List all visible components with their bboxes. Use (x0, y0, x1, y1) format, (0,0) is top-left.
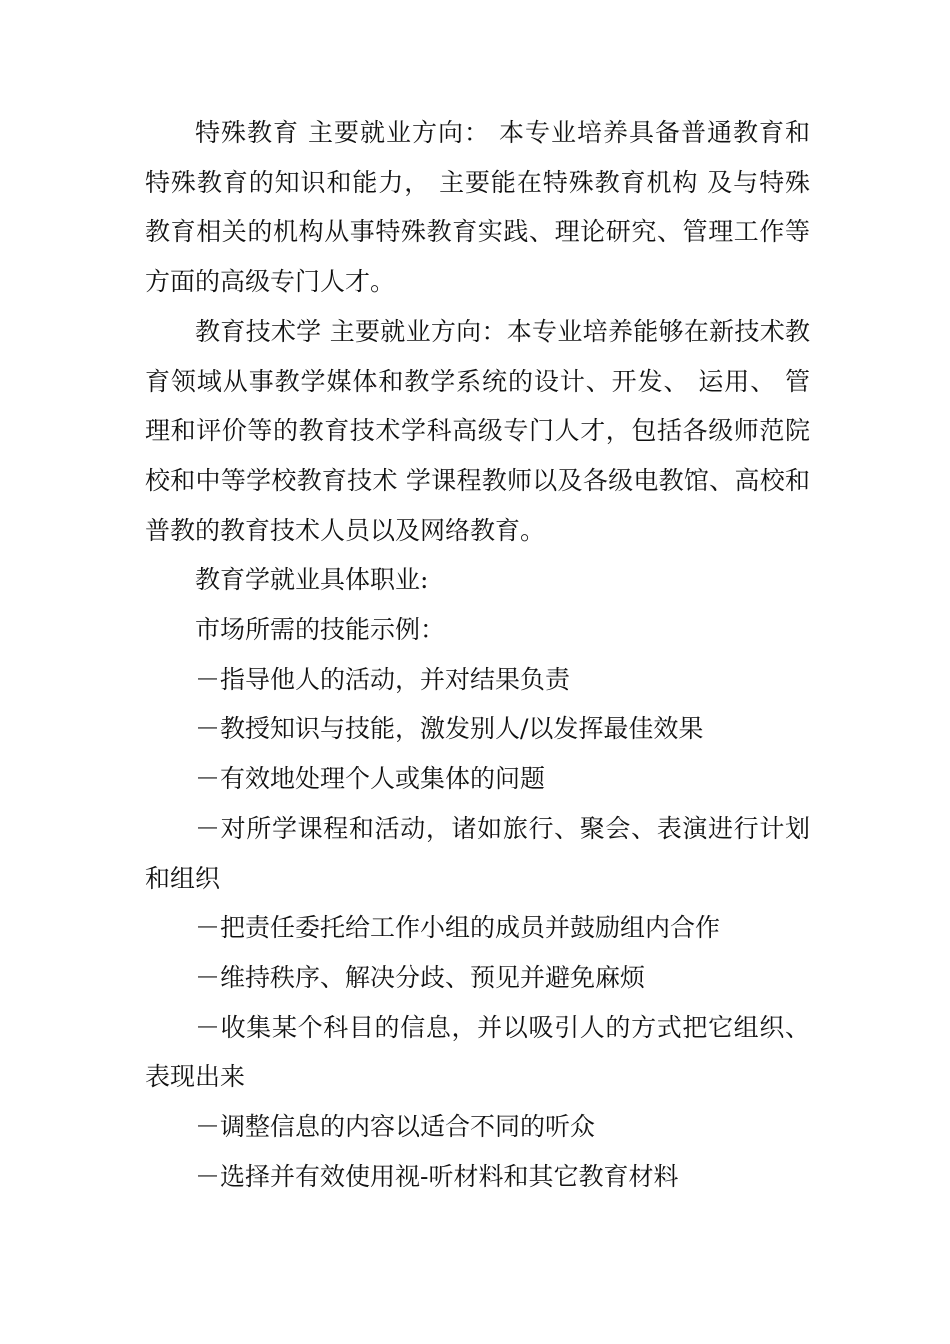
skill-item: －选择并有效使用视-听材料和其它教育材料 (195, 1161, 679, 1191)
skill-item: －收集某个科目的信息，并以吸引人的方式把它组织、表现出来 (145, 1012, 810, 1092)
paragraph-skills-heading: 市场所需的技能示例： (195, 615, 446, 645)
paragraph-careers-heading: 教育学就业具体职业: (195, 565, 429, 595)
skill-item: －调整信息的内容以适合不同的听众 (195, 1112, 596, 1142)
skill-item: －教授知识与技能，激发别人/以发挥最佳效果 (195, 714, 704, 744)
document-body (145, 108, 810, 1201)
paragraph-educational-technology: 教育技术学 主要就业方向：本专业培养能够在新技术教育领域从事教学媒体和教学系统的设计、开发、 运用、 管理和评价等的教育技术学科高级专门人才，包括各级师范院校和中等学校教育技术 学课程教师以及各级电教馆、高校和普教的教育技术人员以及网络教育。 (145, 316, 810, 545)
skill-item: －对所学课程和活动，诸如旅行、聚会、表演进行计划和组织 (145, 813, 810, 893)
skill-item: －把责任委托给工作小组的成员并鼓励组内合作 (195, 913, 721, 943)
skill-item: －指导他人的活动，并对结果负责 (195, 664, 571, 694)
skill-item: －有效地处理个人或集体的问题 (195, 764, 546, 794)
skill-item: －维持秩序、解决分歧、预见并避免麻烦 (195, 962, 646, 992)
paragraph-special-education: 特殊教育 主要就业方向： 本专业培养具备普通教育和特殊教育的知识和能力， 主要能在特殊教育机构 及与特殊教育相关的机构从事特殊教育实践、理论研究、管理工作等方面的高级专门人才。 (145, 118, 810, 297)
